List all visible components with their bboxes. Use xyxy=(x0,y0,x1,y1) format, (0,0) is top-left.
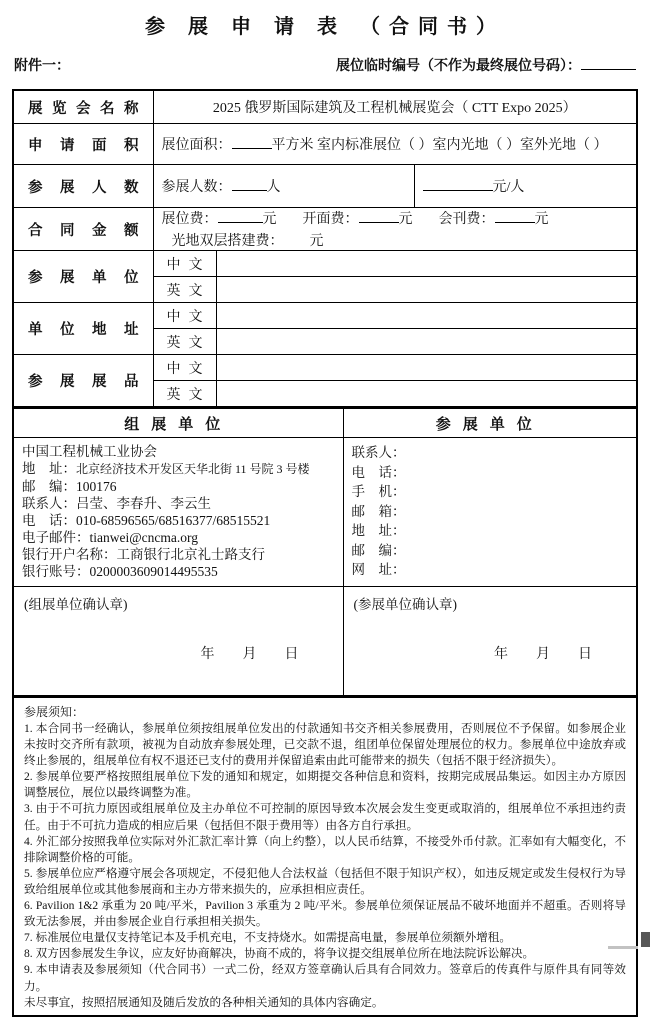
double-deck-fee-label: 光地双层搭建费： xyxy=(171,234,284,249)
open-fee-unit: 元 xyxy=(398,212,413,227)
organizer-stamp-cell xyxy=(13,587,343,697)
row-exhibition-name xyxy=(13,90,637,124)
products-cn-label: 中文 xyxy=(153,355,216,381)
area-blank xyxy=(232,135,272,149)
exhibitor-email-field: 邮 箱： xyxy=(351,503,406,519)
participants-price-cell xyxy=(414,165,637,208)
exhibitor-cn-label: 中文 xyxy=(153,251,216,277)
area-suffix: 平方米 室内标准展位（ ）室内光地（ ）室外光地（ ） xyxy=(271,138,608,153)
row-exhibitor-cn xyxy=(13,251,637,277)
row-products-cn xyxy=(13,355,637,381)
note-item-4: 4. 外汇部分按照我单位实际对外汇款汇率计算（向上约整），以人民币结算，不接受外币付款。汇率如有大幅变化，不排除调整价格的可能。 xyxy=(24,834,626,864)
organizer-bank-label: 银行开户名称： xyxy=(22,547,117,562)
products-cn-field xyxy=(216,355,637,381)
organizer-date-line: 年 月 日 xyxy=(200,647,299,662)
row-address-cn xyxy=(13,303,637,329)
address-en-label: 英文 xyxy=(153,329,216,355)
exhibitor-web-field: 网 址： xyxy=(351,562,406,577)
organizer-email-value: tianwei@cncma.org xyxy=(89,530,199,545)
organizer-zip-label: 邮 编： xyxy=(22,479,76,494)
open-fee-blank xyxy=(359,209,399,223)
parties-content-row xyxy=(13,438,637,587)
double-deck-fee-unit: 元 xyxy=(309,234,324,249)
organizer-account-label: 银行账号： xyxy=(22,564,90,579)
organizer-account-value: 0200003609014495535 xyxy=(89,564,218,579)
organizer-contact xyxy=(22,495,335,512)
catalog-fee-unit: 元 xyxy=(534,212,549,227)
organizer-phone xyxy=(22,512,335,529)
organizer-account xyxy=(22,563,335,580)
parties-header-row xyxy=(13,408,637,438)
catalog-fee-label: 会刊费： xyxy=(438,212,495,227)
contract-amount-label: 合同金额 xyxy=(13,208,153,251)
organizer-bank xyxy=(22,546,335,563)
note-item-9: 9. 本申请表及参展须知（代合同书）一式二份，经双方签章确认后具有合同效力。签章后的传真件与原件具有同等效力。 xyxy=(24,963,626,993)
fee-line-1 xyxy=(162,208,631,228)
exhibitor-header: 参展单位 xyxy=(343,408,637,438)
organizer-address-value: 北京经济技术开发区天华北街 11 号院 3 号楼 xyxy=(76,462,310,476)
organizer-zip xyxy=(22,478,335,495)
page-title: 参 展 申 请 表 （合同书） xyxy=(145,16,505,38)
participants-count-cell xyxy=(153,165,414,208)
participants-suffix: 人 xyxy=(266,180,281,195)
organizer-email xyxy=(22,529,335,546)
participants-blank xyxy=(232,177,267,191)
address-cn-label: 中文 xyxy=(153,303,216,329)
subheader xyxy=(14,55,636,75)
exhibition-name-label: 展览会名称 xyxy=(13,90,153,124)
exhibition-name-value: 2025 俄罗斯国际建筑及工程机械展览会（ CTT Expo 2025） xyxy=(153,90,637,124)
exhibitor-address-field: 地 址： xyxy=(351,523,406,538)
notes-cell xyxy=(13,697,637,1016)
organizer-header: 组展单位 xyxy=(13,408,343,438)
exhibitor-info-cell xyxy=(343,438,637,587)
participants-label: 参展人数 xyxy=(13,165,153,208)
exhibitor-section-label: 参展单位 xyxy=(13,251,153,303)
area-prefix: 展位面积： xyxy=(161,138,232,153)
scan-artifact-dash xyxy=(608,946,638,949)
organizer-contact-label: 联系人： xyxy=(22,496,76,511)
booth-fee-blank xyxy=(218,209,263,223)
open-fee-label: 开面费： xyxy=(302,212,359,227)
exhibitor-zip-field: 邮 编： xyxy=(351,542,406,558)
notes-table xyxy=(12,696,638,1017)
note-item-2: 2. 参展单位要严格按照组展单位下发的通知和规定，如期提交各种信息和资料，按期完成展品集运。如因主办方原因调整展位，展位以最终调整为准。 xyxy=(24,770,626,800)
exhibitor-en-label: 英文 xyxy=(153,277,216,303)
organizer-address-label: 地 址： xyxy=(22,461,76,476)
organizer-info-cell xyxy=(13,438,343,587)
products-en-label: 英文 xyxy=(153,381,216,408)
organizer-name: 中国工程机械工业协会 xyxy=(22,444,157,459)
applied-area-label: 申请面积 xyxy=(13,124,153,165)
price-unit: 元/人 xyxy=(492,180,525,195)
stamp-row xyxy=(13,587,637,697)
booth-number-blank xyxy=(581,56,636,70)
exhibitor-contact-field: 联系人： xyxy=(351,445,406,460)
catalog-fee-blank xyxy=(495,209,535,223)
exhibitor-phone-field: 电 话： xyxy=(351,464,406,480)
booth-fee-unit: 元 xyxy=(262,212,277,227)
notes-footer: 未尽事宜，按照招展通知及随后发放的各种相关通知的具体内容确定。 xyxy=(24,995,384,1009)
price-blank xyxy=(423,177,493,191)
row-applied-area xyxy=(13,124,637,165)
scan-artifact-blob xyxy=(641,932,650,947)
organizer-stamp-label: (组展单位确认章) xyxy=(24,597,128,612)
note-item-7: 7. 标准展位电量仅支持笔记本及手机充电，不支持烧水。如需提高电量，参展单位须额外增租。 xyxy=(24,931,511,945)
address-section-label: 单位地址 xyxy=(13,303,153,355)
note-item-3: 3. 由于不可抗力原因或组展单位及主办单位不可控制的原因导致本次展会发生变更或取消的，组展单位不承担违约责任。由于不可抗力造成的相应后果（包括但不限于费用等）由各方自行承担。 xyxy=(24,802,626,832)
fee-line-2 xyxy=(162,230,631,250)
contract-amount-cell xyxy=(153,208,637,251)
scan-artifact xyxy=(604,930,650,950)
note-item-1: 1. 本合同书一经确认，参展单位须按组展单位发出的付款通知书交齐相关参展费用，否则展位不予保留。如参展企业未按时交齐所有款项，被视为自动放弃参展处理，已交款不退，组团单位保留处理展位的权力。参展单位中途放弃或终止参展的，组展单位有权不退还已支付的费用并保留追索由此可能带来的损失（包括不限于经济损失）。 xyxy=(24,722,626,768)
exhibitor-en-field xyxy=(216,277,637,303)
parties-table xyxy=(12,407,638,697)
exhibitor-date-line: 年 月 日 xyxy=(494,647,592,662)
address-cn-field xyxy=(216,303,637,329)
organizer-phone-label: 电 话： xyxy=(22,513,76,528)
applied-area-cell xyxy=(153,124,637,165)
booth-fee-label: 展位费： xyxy=(161,212,218,227)
organizer-phone-value: 010-68596565/68516377/68515521 xyxy=(76,513,271,528)
note-item-5: 5. 参展单位应严格遵守展会各项规定，不侵犯他人合法权益（包括但不限于知识产权），如违反规定或发生侵权行为导致给组展单位或其他参展商和主办方带来损失的，应承担相应责任。 xyxy=(24,866,626,896)
organizer-contact-value: 吕莹、李春升、李云生 xyxy=(76,496,211,511)
booth-number-line xyxy=(336,55,636,75)
organizer-bank-value: 工商银行北京礼士路支行 xyxy=(116,547,265,562)
organizer-address xyxy=(22,460,335,478)
products-en-field xyxy=(216,381,637,408)
booth-number-label: 展位临时编号（不作为最终展位号码）： xyxy=(336,59,581,74)
participants-prefix: 参展人数： xyxy=(161,180,232,195)
exhibitor-stamp-label: (参展单位确认章) xyxy=(353,597,457,612)
products-section-label: 参展展品 xyxy=(13,355,153,408)
main-form-table xyxy=(12,89,638,408)
organizer-zip-value: 100176 xyxy=(76,479,117,494)
row-participants xyxy=(13,165,637,208)
exhibitor-cn-field xyxy=(216,251,637,277)
exhibitor-mobile-field: 手 机： xyxy=(351,484,406,499)
attachment-label: 附件一： xyxy=(14,59,70,74)
organizer-email-label: 电子邮件： xyxy=(22,530,90,545)
notes-title: 参展须知： xyxy=(24,705,85,719)
note-item-8: 8. 双方因参展发生争议，应友好协商解决，协商不成的，将争议提交组展单位所在地法院诉讼解决。 xyxy=(24,947,535,961)
note-item-6: 6. Pavilion 1&2 承重为 20 吨/平米，Pavilion 3 承重为 2 吨/平米。参展单位须保证展品不破坏地面并不超重。否则将导致无法参展，并由参展企业自行承担相关损失。 xyxy=(24,899,626,929)
address-en-field xyxy=(216,329,637,355)
exhibitor-stamp-cell xyxy=(343,587,637,697)
row-contract-amount xyxy=(13,208,637,251)
